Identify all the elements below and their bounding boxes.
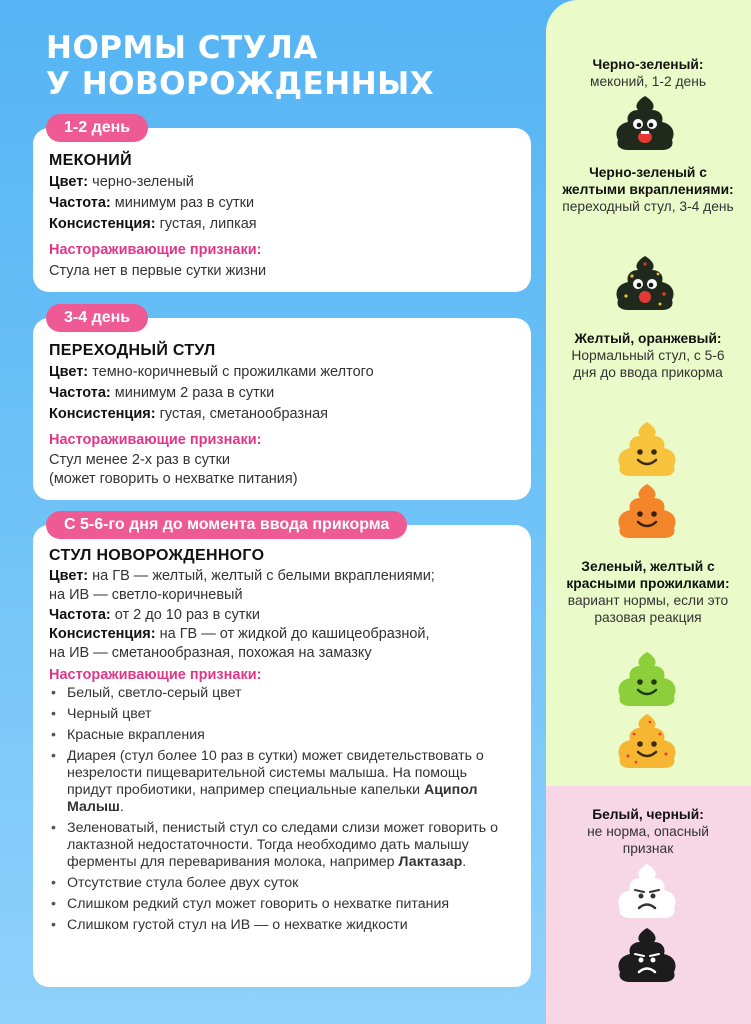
- poop-green-icon: [612, 650, 682, 708]
- warning-label: Настораживающие признаки:: [49, 432, 262, 448]
- page-title: НОРМЫ СТУЛА У НОВОРОЖДЕННЫХ: [46, 30, 435, 102]
- section-card-newborn: [33, 525, 531, 987]
- warning-list: [49, 685, 515, 934]
- caption-green-red: Зеленый, желтый с красными прожилками: вариант нормы, если это разовая реакция: [566, 559, 730, 625]
- caption-abnormal: Белый, черный: не норма, опасный признак: [587, 807, 709, 856]
- warning-text: Стул менее 2-х раз в сутки: [49, 452, 231, 468]
- info-row: Консистенция: густая, сметанообразная: [49, 406, 328, 422]
- info-row: Цвет: черно-зеленый: [49, 174, 194, 190]
- info-row: Частота: минимум раз в сутки: [49, 195, 255, 211]
- section-pill-day-3-4: 3-4 день: [46, 304, 148, 332]
- poop-transitional-icon: [612, 254, 678, 312]
- section-card-transitional: [33, 318, 531, 500]
- section-pill-day-1-2: 1-2 день: [46, 114, 148, 142]
- poop-speckled-icon: [612, 712, 682, 770]
- section-card-meconium: [33, 128, 531, 292]
- list-item: • Зеленоватый, пенистый стул со следами слизи может говорить о лактазной недостаточности. Тогда необходимо дать малышу ферменты для переваривания молока, например Лактазар.: [49, 820, 515, 871]
- poop-yellow-icon: [612, 420, 682, 478]
- info-row: Цвет: темно-коричневый с прожилками желтого: [49, 364, 374, 380]
- list-item: • Черный цвет: [49, 706, 515, 723]
- info-row: Частота: от 2 до 10 раз в сутки: [49, 607, 260, 623]
- list-item: • Белый, светло-серый цвет: [49, 685, 515, 702]
- poop-orange-icon: [612, 482, 682, 540]
- list-item: • Слишком густой стул на ИВ — о нехватке жидкости: [49, 917, 515, 934]
- section-heading: МЕКОНИЙ: [49, 152, 132, 169]
- list-item: • Красные вкрапления: [49, 727, 515, 744]
- caption-meconium: Черно-зеленый: меконий, 1-2 день: [589, 57, 707, 89]
- info-row: Цвет: на ГВ — желтый, желтый с белыми вкраплениями; на ИВ — светло-коричневый: [49, 568, 435, 603]
- poop-meconium-icon: [612, 94, 678, 152]
- warning-text: Стула нет в первые сутки жизни: [49, 263, 267, 279]
- caption-transitional: Черно-зеленый с желтыми вкраплениями: переходный стул, 3-4 день: [562, 165, 734, 214]
- section-heading: СТУЛ НОВОРОЖДЕННОГО: [49, 547, 265, 564]
- list-item: • Слишком редкий стул может говорить о нехватке питания: [49, 896, 515, 913]
- list-item: • Отсутствие стула более двух суток: [49, 875, 515, 892]
- warning-label: Настораживающие признаки:: [49, 242, 262, 258]
- section-pill-day-5-6: С 5-6-го дня до момента ввода прикорма: [46, 511, 407, 539]
- poop-white-icon: [612, 862, 682, 920]
- info-row: Консистенция: на ГВ — от жидкой до кашицеобразной, на ИВ — сметанообразная, похожая на замазку: [49, 626, 430, 661]
- warning-text: (может говорить о нехватке питания): [49, 471, 298, 487]
- caption-normal: Желтый, оранжевый: Нормальный стул, с 5-6 дня до ввода прикорма: [571, 331, 725, 380]
- info-row: Частота: минимум 2 раза в сутки: [49, 385, 275, 401]
- warning-label: Настораживающие признаки:: [49, 667, 262, 683]
- poop-black-icon: [612, 926, 682, 984]
- info-row: Консистенция: густая, липкая: [49, 216, 257, 232]
- section-heading: ПЕРЕХОДНЫЙ СТУЛ: [49, 342, 216, 359]
- list-item: • Диарея (стул более 10 раз в сутки) может свидетельствовать о незрелости пищеварительной системы малыша. На помощь придут пробиотики, например специальные капельки Аципол Малыш.: [49, 748, 515, 816]
